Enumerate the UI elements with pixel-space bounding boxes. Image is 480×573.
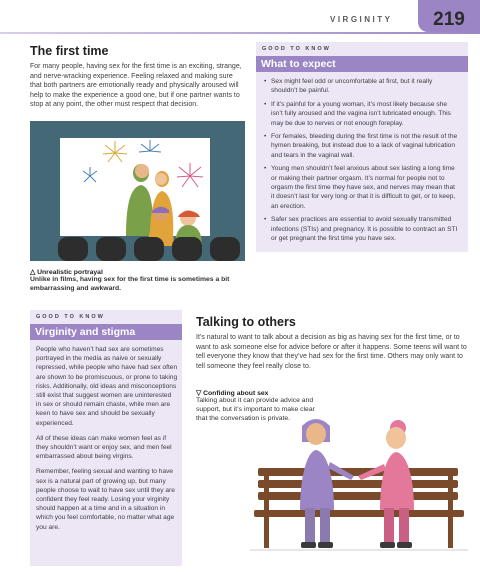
page-header <box>0 0 480 32</box>
caption-text-unrealistic: Unlike in films, having sex for the first time is sometimes a bit embarrassing and awkward. <box>30 276 230 292</box>
expect-bullet: • For females, bleeding during the first time is not the result of the hymen breaking, but instead due to a lack of vaginal lubrication and tears in the vaginal wall. <box>264 132 460 160</box>
expect-box <box>256 42 468 252</box>
stigma-title: Virginity and stigma <box>30 324 182 340</box>
expect-title: What to expect <box>256 56 468 72</box>
expect-bullet: • If it’s painful for a young woman, it’s most likely because she isn’t fully aroused and the vagina isn’t lubricated enough. This may be due to nerves or not enough foreplay. <box>264 100 460 128</box>
header-rule <box>0 32 480 34</box>
stigma-paragraphs <box>36 345 178 538</box>
caption-title-unrealistic: Unrealistic portrayal <box>37 269 103 276</box>
stigma-paragraph: People who haven’t had sex are sometimes portrayed in the media as naive or sexually repressed, while people who have had sex often are shown to be promiscuous, or prone to taking risks. Additionally, old ideas and misconceptions still exist that suggest women are uninterested in sex or should remain chaste, while men are keen to have sex and should be sexually experienced. <box>36 346 178 427</box>
triangle-down-icon: ▽ <box>196 390 202 397</box>
page-number: 219 <box>433 9 465 30</box>
stigma-paragraph: All of these ideas can make women feel as if they shouldn’t want or enjoy sex, and men feel embarrassed about being virgins. <box>36 434 172 461</box>
section-title-talking: Talking to others <box>196 315 296 329</box>
caption-unrealistic <box>30 268 245 294</box>
cinema-scene <box>30 121 245 261</box>
bench <box>254 468 464 548</box>
stigma-box <box>30 310 182 566</box>
expect-kicker: GOOD TO KNOW <box>262 46 331 52</box>
bench-illustration <box>250 410 468 560</box>
expect-bullet: • Sex might feel odd or uncomfortable at first, but it really shouldn’t be painful. <box>264 77 460 96</box>
expect-bullet-list <box>264 77 460 248</box>
talking-body: It’s natural to want to talk about a decision as big as having sex for the first time, or to want to ask someone else for advice before or after it happens. Some teens will want to tell everyone they know that they’ve had sex for the first time. Others may only want to tell someone they feel really close to. <box>196 334 467 370</box>
triangle-up-icon: △ <box>30 269 36 276</box>
caption-title-confiding: Confiding about sex <box>203 390 269 397</box>
expect-bullet: • Young men shouldn’t feel anxious about sex lasting a long time or making their partner orgasm. It’s normal for people not to orgasm the first time they have sex, and nerves may mean that it doesn’t last for very long or that it is difficult to get, or to keep, an erection. <box>264 164 460 211</box>
stigma-paragraph: Remember, feeling sexual and wanting to have sex is a natural part of growing up, but many people choose to wait to have sex until they are confident they feel ready. Losing your virginity should happen at a time and in a situation in which you feel comfortable, no matter what age you are. <box>36 468 175 531</box>
section-title-first-time: The first time <box>30 44 109 58</box>
cinema-illustration <box>30 121 245 261</box>
first-time-body: For many people, having sex for the first time is an exciting, strange, and nerve-wracking experience. Feeling relaxed and making sure that both partners are emotionally ready and physically aroused will help to make the experience a good one, but if one partner wants to stop at any point, the other must respect that decision. <box>30 63 242 109</box>
expect-bullet: • Safer sex practices are essential to avoid sexually transmitted infections (STIs) and pregnancy. It is possible to contract an STI or get pregnant the first time you have sex. <box>264 215 460 243</box>
caption-text-confiding: Talking about it can provide advice and support, but it’s important to make clear that the conversation is private. <box>196 397 315 422</box>
cinema-seats <box>58 237 240 261</box>
bench-scene <box>250 410 468 560</box>
running-head: VIRGINITY <box>330 15 393 24</box>
stigma-kicker: GOOD TO KNOW <box>36 314 105 320</box>
